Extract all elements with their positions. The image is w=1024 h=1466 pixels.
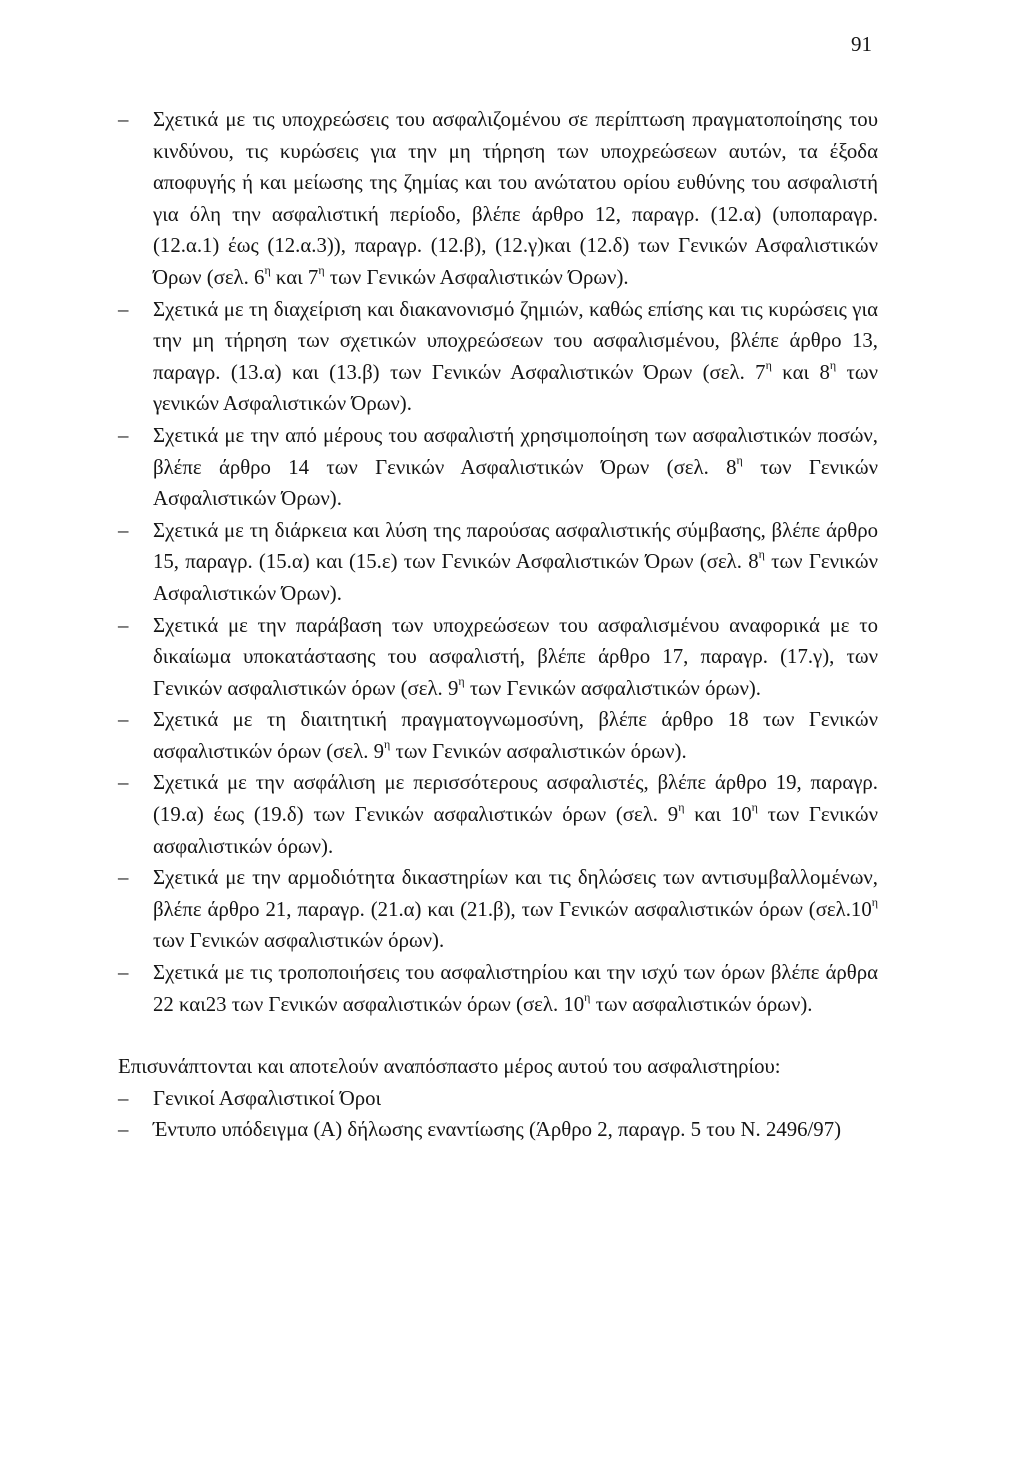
item-text: και 7 <box>270 265 319 289</box>
ordinal-superscript: η <box>678 800 685 815</box>
dash-bullet: – <box>118 961 129 985</box>
item-text: των Γενικών ασφαλιστικών όρων). <box>390 739 687 763</box>
item-text: Σχετικά με την αρμοδιότητα δικαστηρίων και τις δηλώσεις των αντισυμβαλλομένων, βλέπε άρθρο 21, παραγρ. (21.α) και (21.β), των Γενικών ασφαλιστικών όρων (σελ.10 <box>153 866 878 921</box>
dash-bullet: – <box>118 1086 129 1110</box>
list-item <box>118 515 878 610</box>
attachment-item <box>118 1114 878 1146</box>
ordinal-superscript: η <box>318 263 325 278</box>
ordinal-superscript: η <box>871 894 878 909</box>
ordinal-superscript: η <box>458 673 465 688</box>
attachments-intro: Επισυνάπτονται και αποτελούν αναπόσπαστο μέρος αυτού του ασφαλιστηρίου: <box>118 1055 781 1079</box>
item-text: και 8 <box>771 360 830 384</box>
item-text: Σχετικά με τη διάρκεια και λύση της παρούσας ασφαλιστικής σύμβασης, βλέπε άρθρο 15, παραγρ. (15.α) και (15.ε) των Γενικών Ασφαλιστικών Όρων (σελ. 8 <box>153 518 878 574</box>
item-text: Σχετικά με την από μέρους του ασφαλιστή χρησιμοποίηση των ασφαλιστικών ποσών, βλέπε άρθρο 14 των Γενικών Ασφαλιστικών Όρων (σελ. 8 <box>153 423 878 479</box>
list-item <box>118 104 878 294</box>
dash-bullet: – <box>118 1118 129 1142</box>
list-item <box>118 957 878 1020</box>
item-text: των Γενικών Ασφαλιστικών Όρων). <box>324 265 629 289</box>
dash-bullet: – <box>118 708 129 732</box>
item-text: των Γενικών Ασφαλιστικών Όρων). <box>153 550 878 605</box>
dash-bullet: – <box>118 423 129 447</box>
dash-bullet: – <box>118 108 129 131</box>
ordinal-superscript: η <box>765 357 772 372</box>
list-item <box>118 294 878 420</box>
dash-bullet: – <box>118 866 129 890</box>
ordinal-superscript: η <box>751 800 758 815</box>
item-text: των Γενικών ασφαλιστικών όρων). <box>153 803 879 858</box>
item-text: Σχετικά με τις υποχρεώσεις του ασφαλιζομένου σε περίπτωση πραγματοποίησης του κινδύνου, τις κυρώσεις για την μη τήρηση των υποχρεώσεων αυτών, τα έξοδα αποφυγής ή και μείωσης της ζημίας και του ανώτατου ορίου ευθύνης του ασφαλιστή για όλη την ασφαλιστική περίοδο, βλέπε άρθρο 12, παραγρ. (12.α) (υποπαραγρ. (12.α.1) έως (12.α.3)), παραγρ. (12.β), (12.γ)και (12.δ) των Γενικών Ασφαλιστικών Όρων (σελ. 6 <box>153 108 878 289</box>
attachments-list <box>118 1083 878 1146</box>
dash-bullet: – <box>118 771 129 795</box>
item-text: των Γενικών ασφαλιστικών όρων). <box>153 929 445 953</box>
item-text: Σχετικά με τη διαχείριση και διακανονισμό ζημιών, καθώς επίσης και τις κυρώσεις για την μη τήρηση των σχετικών υποχρεώσεων του ασφαλισμένου, βλέπε άρθρο 13, παραγρ. (13.α) και (13.β) των Γενικών Ασφαλιστικών Όρων (σελ. 7 <box>153 297 878 384</box>
page-number: 91 <box>851 32 872 56</box>
ordinal-superscript: η <box>736 452 743 467</box>
attachment-text: Γενικοί Ασφαλιστικοί Όροι <box>153 1086 382 1110</box>
item-text: των ασφαλιστικών όρων). <box>590 992 813 1016</box>
item-text: Σχετικά με την ασφάλιση με περισσότερους ασφαλιστές, βλέπε άρθρο 19, παραγρ. (19.α) έως (19.δ) των Γενικών ασφαλιστικών όρων (σελ. 9 <box>153 771 878 827</box>
list-item <box>118 862 878 957</box>
list-item <box>118 610 878 705</box>
list-item <box>118 704 878 767</box>
dash-bullet: – <box>118 297 129 321</box>
ordinal-superscript: η <box>384 736 391 751</box>
list-item <box>118 767 878 862</box>
dash-bullet: – <box>118 518 129 542</box>
item-text: Σχετικά με την παράβαση των υποχρεώσεων του ασφαλισμένου αναφορικά με το δικαίωμα υποκατάστασης του ασφαλιστή, βλέπε άρθρο 17, παραγρ. (17.γ), των Γενικών ασφαλιστικών όρων (σελ. 9 <box>153 613 878 700</box>
ordinal-superscript: η <box>264 263 271 278</box>
item-text: Σχετικά με τη διαιτητική πραγματογνωμοσύνη, βλέπε άρθρο 18 των Γενικών ασφαλιστικών όρων (σελ. 9 <box>153 708 878 763</box>
item-text: και 10 <box>684 803 752 827</box>
list-item <box>118 420 878 515</box>
attachment-item <box>118 1083 878 1115</box>
reference-list <box>118 104 878 1020</box>
attachment-text: Έντυπο υπόδειγμα (Α) δήλωσης εναντίωσης (Άρθρο 2, παραγρ. 5 του Ν. 2496/97) <box>153 1118 842 1142</box>
ordinal-superscript: η <box>829 357 837 372</box>
item-text: των Γενικών Ασφαλιστικών Όρων). <box>153 455 878 511</box>
ordinal-superscript: η <box>584 989 591 1004</box>
ordinal-superscript: η <box>758 547 765 562</box>
dash-bullet: – <box>118 613 129 637</box>
item-text: των Γενικών ασφαλιστικών όρων). <box>464 676 761 700</box>
document-body <box>118 104 878 1146</box>
item-text: Σχετικά με τις τροποποιήσεις του ασφαλιστηρίου και την ισχύ των όρων βλέπε άρθρα 22 και23 των Γενικών ασφαλιστικών όρων (σελ. 10 <box>153 961 878 1016</box>
item-text: των γενικών Ασφαλιστικών Όρων). <box>153 360 879 416</box>
